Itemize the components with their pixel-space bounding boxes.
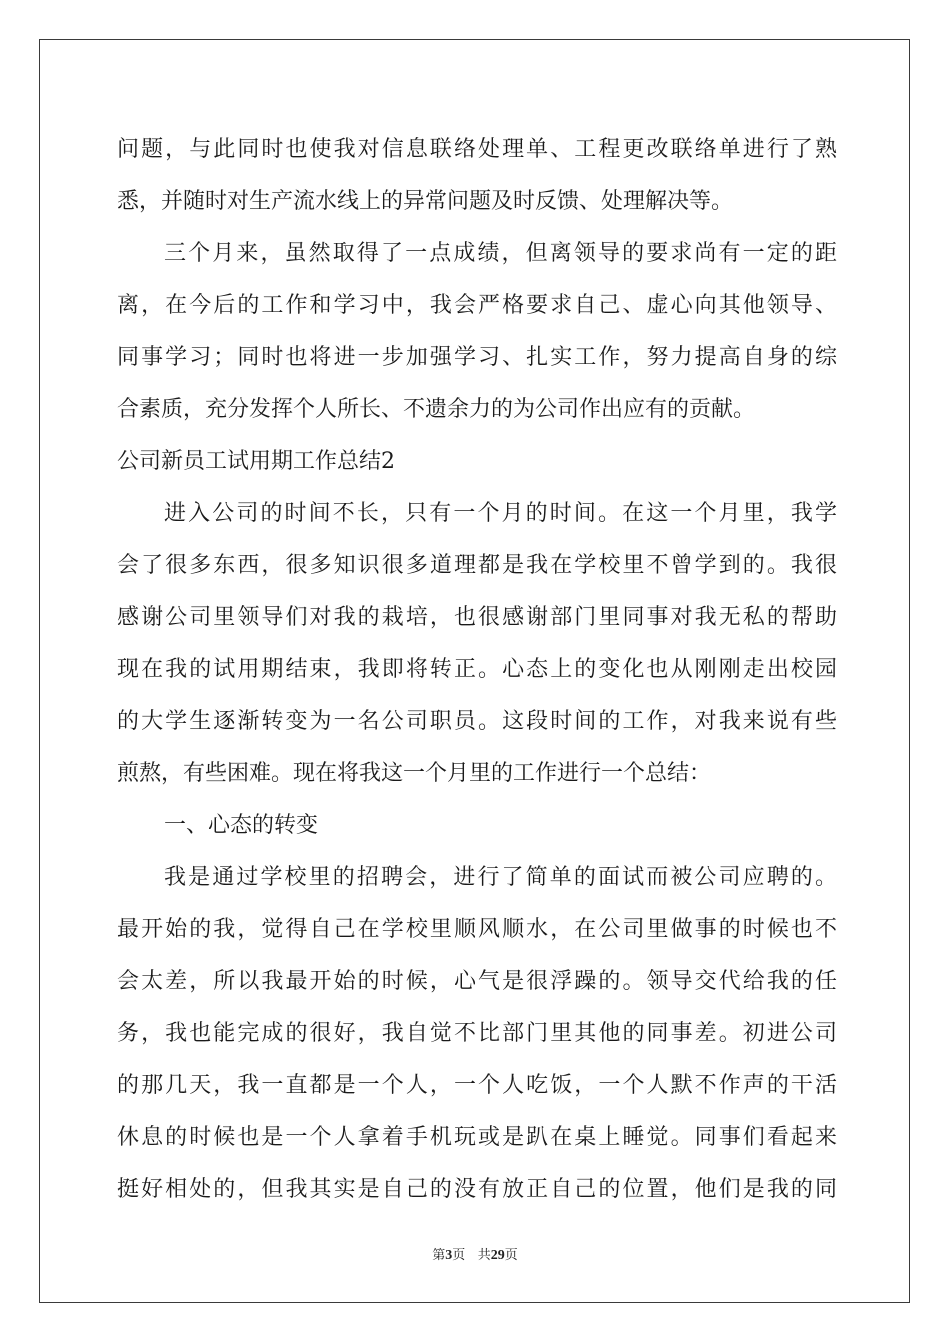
section-heading: 公司新员工试用期工作总结2 (117, 449, 395, 474)
text-line: 离，在今后的工作和学习中，我会严格要求自己、虚心向其他领导、 (117, 293, 837, 318)
text-line: 问题，与此同时也使我对信息联络处理单、工程更改联络单进行了熟 (117, 137, 837, 162)
text-line: 现在我的试用期结束，我即将转正。心态上的变化也从刚刚走出校园 (117, 657, 837, 682)
text-line: 合素质，充分发挥个人所长、不遗余力的为公司作出应有的贡献。 (117, 397, 756, 422)
page-prefix: 第 (432, 1248, 446, 1263)
paragraph-first-line: 三个月来，虽然取得了一点成绩，但离领导的要求尚有一定的距 (164, 241, 837, 266)
page-number: 3 (445, 1248, 453, 1263)
text-line: 的那几天，我一直都是一个人，一个人吃饭，一个人默不作声的干活 (117, 1073, 837, 1098)
page-footer (0, 1248, 950, 1264)
text-line: 的大学生逐渐转变为一名公司职员。这段时间的工作，对我来说有些 (117, 709, 837, 734)
page-suffix: 页 (452, 1248, 466, 1263)
total-pages: 29 (490, 1248, 505, 1263)
text-line: 感谢公司里领导们对我的栽培，也很感谢部门里同事对我无私的帮助 (117, 605, 837, 630)
paragraph-first-line: 我是通过学校里的招聘会，进行了简单的面试而被公司应聘的。 (164, 865, 837, 890)
total-suffix: 页 (504, 1248, 518, 1263)
text-line: 最开始的我，觉得自己在学校里顺风顺水，在公司里做事的时候也不 (117, 917, 837, 942)
text-line: 休息的时候也是一个人拿着手机玩或是趴在桌上睡觉。同事们看起来 (117, 1125, 837, 1150)
subsection-heading: 一、心态的转变 (164, 813, 319, 838)
paragraph-first-line: 进入公司的时间不长，只有一个月的时间。在这一个月里，我学 (164, 501, 837, 526)
total-prefix: 共 (477, 1248, 491, 1263)
text-line: 务，我也能完成的很好，我自觉不比部门里其他的同事差。初进公司 (117, 1021, 837, 1046)
text-line: 会了很多东西，很多知识很多道理都是我在学校里不曾学到的。我很 (117, 553, 837, 578)
text-line: 煎熬，有些困难。现在将我这一个月里的工作进行一个总结： (117, 761, 712, 786)
text-line: 悉，并随时对生产流水线上的异常问题及时反馈、处理解决等。 (117, 189, 734, 214)
text-line: 挺好相处的，但我其实是自己的没有放正自己的位置，他们是我的同 (117, 1177, 837, 1202)
text-line: 会太差，所以我最开始的时候，心气是很浮躁的。领导交代给我的任 (117, 969, 837, 994)
text-line: 同事学习；同时也将进一步加强学习、扎实工作，努力提高自身的综 (117, 345, 837, 370)
